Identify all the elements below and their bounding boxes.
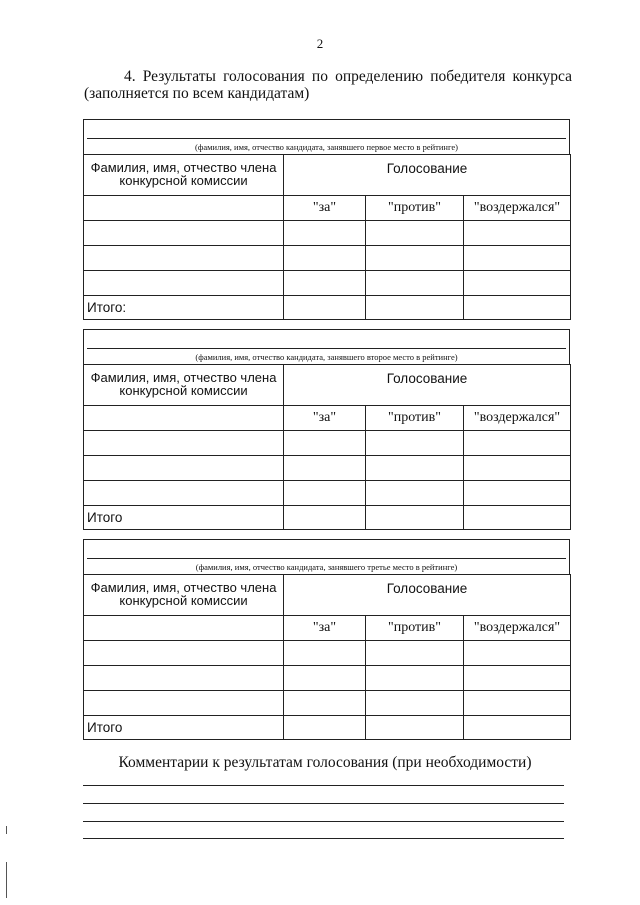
vote-abstained-cell[interactable] — [464, 641, 571, 666]
vote-against-header: "против" — [366, 406, 464, 431]
total-label: Итого: — [84, 296, 284, 320]
table-row — [84, 221, 571, 246]
table-row — [84, 246, 571, 271]
member-name-header: Фамилия, имя, отчество члена конкурсной комиссии — [84, 155, 284, 196]
total-against-cell[interactable] — [366, 716, 464, 740]
member-name-cell[interactable] — [84, 456, 284, 481]
vote-table — [83, 154, 571, 320]
vote-abstained-header: "воздержался" — [464, 196, 571, 221]
comments-title: Комментарии к результатам голосования (при необходимости) — [118, 754, 532, 771]
comment-line[interactable] — [83, 838, 564, 839]
member-name-cell[interactable] — [84, 616, 284, 641]
scan-margin-mark — [6, 862, 7, 898]
total-abstained-cell[interactable] — [464, 296, 571, 320]
candidate-caption: (фамилия, имя, отчество кандидата, занявшего третье место в рейтинге) — [195, 562, 458, 572]
candidate-name-line[interactable] — [87, 558, 566, 559]
table-row — [84, 431, 571, 456]
member-name-cell[interactable] — [84, 431, 284, 456]
vote-abstained-cell[interactable] — [464, 456, 571, 481]
section-heading — [84, 68, 572, 102]
vote-against-cell[interactable] — [366, 271, 464, 296]
member-name-cell[interactable] — [84, 481, 284, 506]
page-number: 2 — [316, 36, 324, 51]
vote-for-cell[interactable] — [284, 666, 366, 691]
vote-block-second-place — [83, 329, 570, 530]
candidate-name-box — [83, 539, 570, 574]
member-name-cell[interactable] — [84, 641, 284, 666]
total-against-cell[interactable] — [366, 296, 464, 320]
member-name-header: Фамилия, имя, отчество члена конкурсной комиссии — [84, 365, 284, 406]
vote-against-header: "против" — [366, 616, 464, 641]
voting-header: Голосование — [284, 575, 571, 616]
table-row — [84, 666, 571, 691]
comment-line[interactable] — [83, 785, 564, 786]
comment-line[interactable] — [83, 821, 564, 822]
member-name-cell[interactable] — [84, 246, 284, 271]
total-for-cell[interactable] — [284, 506, 366, 530]
vote-abstained-cell[interactable] — [464, 221, 571, 246]
vote-against-cell[interactable] — [366, 246, 464, 271]
member-name-header: Фамилия, имя, отчество члена конкурсной комиссии — [84, 575, 284, 616]
vote-for-cell[interactable] — [284, 246, 366, 271]
vote-for-header: "за" — [284, 616, 366, 641]
vote-abstained-cell[interactable] — [464, 691, 571, 716]
total-row — [84, 296, 571, 320]
vote-against-cell[interactable] — [366, 641, 464, 666]
section-heading-line2: (заполняется по всем кандидатам) — [84, 85, 310, 102]
vote-abstained-cell[interactable] — [464, 431, 571, 456]
vote-table — [83, 574, 571, 740]
member-name-cell[interactable] — [84, 271, 284, 296]
table-row — [84, 271, 571, 296]
vote-for-cell[interactable] — [284, 271, 366, 296]
member-name-cell[interactable] — [84, 221, 284, 246]
table-row — [84, 456, 571, 481]
vote-for-header: "за" — [284, 196, 366, 221]
vote-against-cell[interactable] — [366, 481, 464, 506]
vote-against-cell[interactable] — [366, 456, 464, 481]
candidate-caption: (фамилия, имя, отчество кандидата, занявшего первое место в рейтинге) — [195, 142, 458, 152]
vote-block-third-place — [83, 539, 570, 740]
total-abstained-cell[interactable] — [464, 716, 571, 740]
vote-table — [83, 364, 571, 530]
member-name-cell[interactable] — [84, 666, 284, 691]
vote-for-header: "за" — [284, 406, 366, 431]
candidate-name-line[interactable] — [87, 348, 566, 349]
member-name-cell[interactable] — [84, 691, 284, 716]
vote-for-cell[interactable] — [284, 691, 366, 716]
vote-against-cell[interactable] — [366, 666, 464, 691]
total-row — [84, 716, 571, 740]
vote-against-cell[interactable] — [366, 221, 464, 246]
vote-abstained-cell[interactable] — [464, 481, 571, 506]
vote-for-cell[interactable] — [284, 481, 366, 506]
vote-for-cell[interactable] — [284, 221, 366, 246]
vote-against-header: "против" — [366, 196, 464, 221]
vote-abstained-cell[interactable] — [464, 271, 571, 296]
total-against-cell[interactable] — [366, 506, 464, 530]
voting-header: Голосование — [284, 155, 571, 196]
vote-abstained-cell[interactable] — [464, 246, 571, 271]
comment-line[interactable] — [83, 803, 564, 804]
total-for-cell[interactable] — [284, 716, 366, 740]
table-row — [84, 641, 571, 666]
total-row — [84, 506, 571, 530]
table-row — [84, 481, 571, 506]
vote-abstained-header: "воздержался" — [464, 616, 571, 641]
vote-for-cell[interactable] — [284, 641, 366, 666]
member-name-cell[interactable] — [84, 196, 284, 221]
candidate-caption: (фамилия, имя, отчество кандидата, занявшего второе место в рейтинге) — [195, 352, 458, 362]
table-row — [84, 691, 571, 716]
vote-against-cell[interactable] — [366, 431, 464, 456]
vote-for-cell[interactable] — [284, 431, 366, 456]
candidate-name-box — [83, 119, 570, 154]
vote-block-first-place — [83, 119, 570, 320]
voting-header: Голосование — [284, 365, 571, 406]
vote-abstained-cell[interactable] — [464, 666, 571, 691]
total-label: Итого — [84, 716, 284, 740]
member-name-cell[interactable] — [84, 406, 284, 431]
section-heading-line1: 4. Результаты голосования по определению победителя конкурса — [124, 68, 572, 85]
vote-against-cell[interactable] — [366, 691, 464, 716]
vote-for-cell[interactable] — [284, 456, 366, 481]
total-abstained-cell[interactable] — [464, 506, 571, 530]
total-label: Итого — [84, 506, 284, 530]
candidate-name-line[interactable] — [87, 138, 566, 139]
scan-margin-mark — [6, 826, 7, 834]
candidate-name-box — [83, 329, 570, 364]
total-for-cell[interactable] — [284, 296, 366, 320]
vote-abstained-header: "воздержался" — [464, 406, 571, 431]
